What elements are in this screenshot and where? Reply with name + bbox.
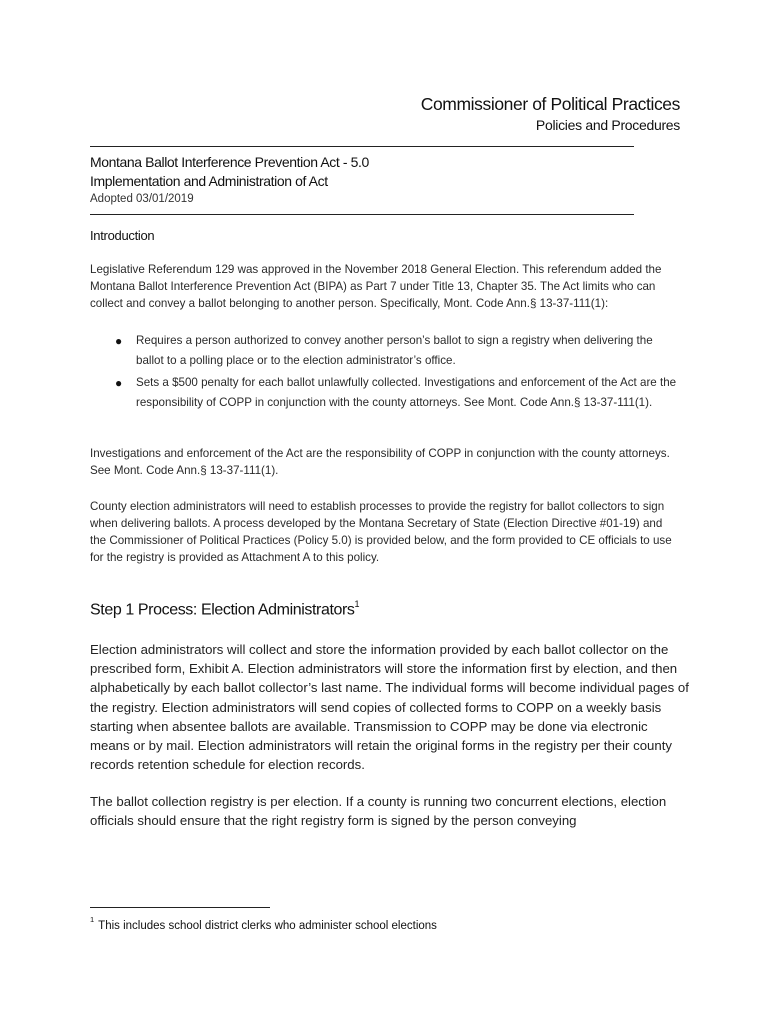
bullet-text: Sets a $500 penalty for each ballot unlawfully collected. Investigations and enforcement of the Act are the responsibility of COPP in conjunction with the county attorneys. See Mont. Code Ann.§ 13-37-111(1). bbox=[136, 376, 677, 409]
footnote-marker: 1 bbox=[90, 915, 95, 924]
introduction-heading: Introduction bbox=[90, 228, 155, 243]
bullet-icon: ● bbox=[115, 334, 123, 348]
document-title: Montana Ballot Interference Prevention Act - 5.0 bbox=[90, 154, 369, 170]
list-item bbox=[90, 331, 680, 371]
top-divider bbox=[90, 146, 634, 147]
header-title: Commissioner of Political Practices bbox=[420, 94, 680, 114]
intro-paragraph-3: County election administrators will need to establish processes to provide the registry for ballot collectors to sign when delivering ballots. A process developed by the Montana Secretary of State (Election Directive #01-19) and the Commissioner of Political Practices (Policy 5.0) is provided below, and the form provided to CE officials to use for the registry is provided as Attachment A to this policy. bbox=[90, 500, 672, 564]
footnote-reference[interactable]: 1 bbox=[354, 599, 360, 609]
step1-paragraph-1: Election administrators will collect and store the information provided by each ballot collector on the prescribed form, Exhibit A. Election administrators will store the information first by election, and then alphabetically by each ballot collector’s last name. The individual forms will become individual pages of the registry. Election administrators will send copies of collected forms to COPP on a weekly basis starting when absentee ballots are available. Transmission to COPP may be done via electronic means or by mail. Election administrators will retain the original forms in the registry per their county records retention schedule for election records. bbox=[90, 642, 689, 773]
bullet-icon: ● bbox=[115, 376, 123, 390]
footnote-divider bbox=[90, 907, 270, 908]
footnote bbox=[90, 917, 437, 932]
document-subtitle: Implementation and Administration of Act bbox=[90, 173, 328, 189]
step1-paragraph-2: The ballot collection registry is per election. If a county is running two concurrent elections, election officials should ensure that the right registry form is signed by the person conveying bbox=[90, 794, 667, 829]
step1-heading bbox=[90, 600, 359, 619]
title-divider bbox=[90, 214, 634, 215]
bullet-text: Requires a person authorized to convey another person’s ballot to sign a registry when delivering the ballot to a polling place or to the election administrator’s office. bbox=[136, 334, 653, 367]
intro-paragraph-1: Legislative Referendum 129 was approved in the November 2018 General Election. This referendum added the Montana Ballot Interference Prevention Act (BIPA) as Part 7 under Title 13, Chapter 35. The Act limits who can collect and convey a ballot belonging to another person. Specifically, Mont. Code Ann.§ 13-37-111(1): bbox=[90, 263, 662, 310]
adopted-date: Adopted 03/01/2019 bbox=[90, 193, 194, 205]
footnote-text: This includes school district clerks who administer school elections bbox=[98, 919, 437, 932]
intro-paragraph-2: Investigations and enforcement of the Act are the responsibility of COPP in conjunction with the county attorneys. See Mont. Code Ann.§ 13-37-111(1). bbox=[90, 447, 670, 477]
list-item bbox=[90, 373, 680, 413]
header-subtitle: Policies and Procedures bbox=[535, 117, 680, 133]
step1-heading-text: Step 1 Process: Election Administrators bbox=[90, 601, 355, 619]
intro-bullet-list bbox=[90, 331, 680, 413]
